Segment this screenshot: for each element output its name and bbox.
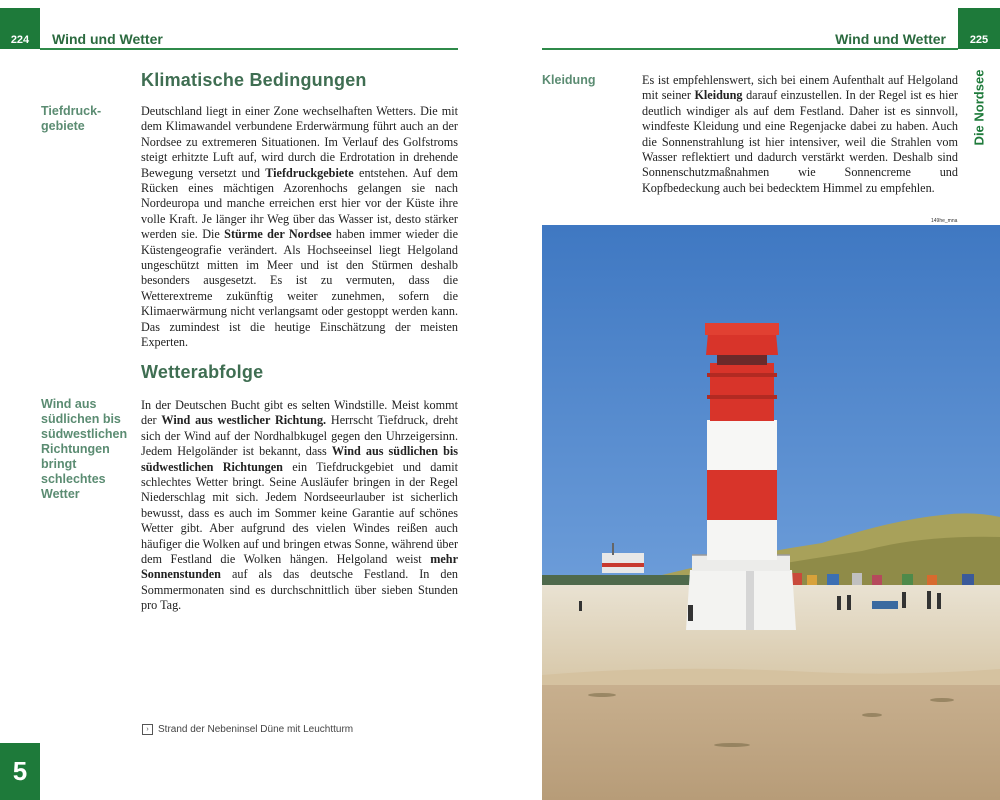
lighthouse-photo: [542, 225, 1000, 800]
margin-label-tiefdruckgebiete: Tiefdruck- gebiete: [41, 104, 102, 133]
section-heading-wetterabfolge: Wetterabfolge: [141, 362, 264, 382]
paragraph-kleidung: Es ist empfehlenswert, sich bei einem Aufenthalt auf Helgoland mit seiner Kleidung darauf einzustellen. In der Regel ist es hier deutlich windiger als auf dem Festland. Daher ist es sinnvoll, windfeste Kleidung und eine Regenjacke dabei zu haben. Auch die Sonnenstrahlung ist hier intensiver, weil die Strahlen vom Wasser reflektiert und dadurch verstärkt werden. Deshalb sind Sonnenschutzmaßnahmen wie Sonnencreme und Kopfbedeckung auch bei bedecktem Himmel zu empfehlen.: [642, 73, 958, 195]
caption-text: Strand der Nebeninsel Düne mit Leuchtturm: [158, 724, 354, 735]
photo-credit: 149he_mna: [931, 218, 958, 224]
margin-label-kleidung: Kleidung: [542, 73, 596, 87]
paragraph-wetterabfolge: In der Deutschen Bucht gibt es selten Windstille. Meist kommt der Wind aus westlicher Richtung. Herrscht Tiefdruck, dreht sich der Wind auf der Nordhalbkugel gegen den Uhrzeigersinn. Jedem Helgoländer ist bekannt, dass Wind aus südlichen bis südwestlichen Richtungen ein Tiefdruckgebiet und damit schlechtes Wetter bringt. Seine Ausläufer bringen in der Regel Niederschlag mit sich. Jedem Nordseeurlauber ist sicherlich bewusst, dass es auch im Sommer keine Garantie auf schönes Wetter gibt. Aber aufgrund des vielen Windes reißen auch häufiger die Wolken auf und bringen etwas Sonne, während über dem Festland die Wolken hängen. Helgoland weist mehr Sonnenstunden auf als das deutsche Festland. In den Sommermonaten sind es durchschnittlich über sieben Stunden pro Tag.: [141, 398, 459, 613]
running-head-right: Wind und Wetter: [835, 31, 946, 47]
margin-label-wind: Wind aus südlichen bis südwestlichen Richtungen bringt schlechtes Wetter: [41, 397, 128, 501]
side-tab-die-nordsee: Die Nordsee: [971, 69, 987, 145]
photo-caption: [142, 724, 353, 735]
chapter-number: 5: [0, 743, 40, 800]
page-number-left: 224: [0, 8, 40, 49]
page-number-right: 225: [958, 8, 1000, 49]
header-rule-right: [542, 48, 958, 50]
header-rule-left: [40, 48, 458, 50]
running-head-left: Wind und Wetter: [52, 31, 163, 47]
paragraph-klimatische-bedingungen: Deutschland liegt in einer Zone wechselhaften Wetters. Die mit dem Klimawandel verbundene Erderwärmung führt auch an der Nordsee zu extremeren Situationen. Im Verlauf des Golfstroms steigt erhitzte Luft auf, wird durch die Erdrotation in drehende Bewegung versetzt und Tiefdruckgebiete entstehen. Auf dem Rücken eines mächtigen Azorenhochs gelangen sie nach Nordeuropa und manche erreichen erst hier vor der Küste ihre volle Kraft. Je länger ihr Weg über das Wasser ist, desto stärker werden sie. Die Stürme der Nordsee haben immer wieder die Küstengeografie verändert. Als Hochseeinsel liegt Helgoland ungeschützt mitten im Meer und ist den Stürmen deshalb besonders ausgesetzt. Es ist zu vermuten, dass die Wetterextreme zukünftig weiter zunehmen, sofern die Klimaerwärmung nicht verlangsamt oder gestoppt werden kann. Das zumindest ist die heutige Einschätzung der meisten Experten.: [141, 104, 458, 350]
caption-arrow-icon: ›: [142, 724, 153, 735]
section-heading-klimatische-bedingungen: Klimatische Bedingungen: [141, 70, 367, 90]
